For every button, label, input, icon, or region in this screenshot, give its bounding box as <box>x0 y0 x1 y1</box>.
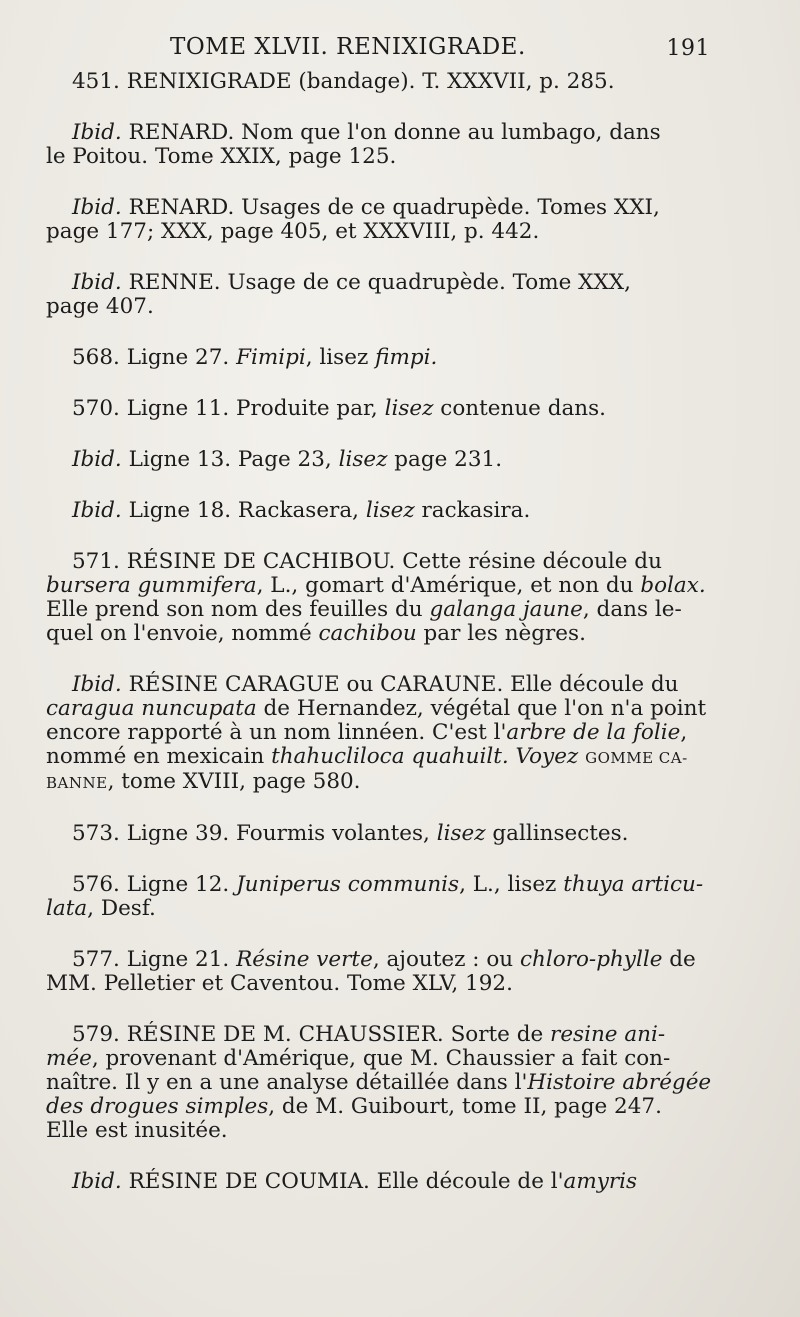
italic-text: lata <box>46 896 88 921</box>
italic-text: galanga jaune <box>429 597 583 622</box>
text-run: 577. Ligne 21. <box>72 947 237 972</box>
text-run: Ligne 13. Page 23, <box>121 447 339 472</box>
text-line <box>46 1071 712 1095</box>
text-line <box>46 1170 712 1194</box>
text-run: le Poitou. Tome XXIX, page 125. <box>46 144 397 169</box>
text-run: RENNE. Usage de ce quadrupède. Tome XXX, <box>121 270 631 295</box>
italic-text: cachibou <box>318 621 417 646</box>
italic-text: thuya articu- <box>563 872 704 897</box>
errata-entry <box>46 499 712 523</box>
italic-text: bolax. <box>640 573 706 598</box>
italic-text: Ibid. <box>72 120 122 145</box>
text-line <box>46 948 712 972</box>
text-line <box>46 972 712 996</box>
italic-text: Ibid. <box>72 195 122 220</box>
text-line <box>46 622 712 646</box>
text-line <box>46 721 712 745</box>
text-line <box>46 121 712 145</box>
text-run: , dans le- <box>582 597 682 622</box>
errata-entry <box>46 397 712 421</box>
errata-entry <box>46 196 712 244</box>
text-line <box>46 770 712 795</box>
italic-text: fimpi. <box>375 345 438 370</box>
italic-text: Juniperus communis <box>236 872 460 897</box>
text-run: encore rapporté à un nom linnéen. C'est l' <box>46 720 507 745</box>
text-run: contenue dans. <box>433 396 607 421</box>
page-number: 191 <box>666 36 710 61</box>
text-run: , tome XVIII, page 580. <box>107 769 361 794</box>
text-line <box>46 550 712 574</box>
text-run: , de M. Guibourt, tome II, page 247. <box>268 1094 662 1119</box>
header-title: TOME XLVII. RENIXIGRADE. <box>170 34 526 60</box>
errata-entry <box>46 448 712 472</box>
text-run: Elle est inusitée. <box>46 1118 228 1143</box>
text-run: , L., gomart d'Amérique, et non du <box>256 573 641 598</box>
errata-entry <box>46 673 712 795</box>
errata-text <box>46 70 712 1221</box>
errata-entry <box>46 822 712 846</box>
text-run: par les nègres. <box>416 621 586 646</box>
text-line <box>46 499 712 523</box>
text-line <box>46 448 712 472</box>
text-run: 451. RENIXIGRADE (bandage). T. XXXVII, p. 285. <box>72 69 615 94</box>
text-run: , lisez <box>305 345 376 370</box>
italic-text: arbre de la folie <box>506 720 681 745</box>
text-run: de Hernandez, végétal que l'on n'a point <box>256 696 707 721</box>
italic-text: lisez <box>436 821 486 846</box>
italic-text: thahucliloca quahuilt. Voyez <box>271 744 579 769</box>
errata-entry <box>46 550 712 646</box>
text-run: RÉSINE DE COUMIA. Elle découle de l' <box>121 1169 564 1194</box>
text-run: page 231. <box>387 447 503 472</box>
text-run: nommé en mexicain <box>46 744 272 769</box>
italic-text: Histoire abrégée <box>527 1070 712 1095</box>
text-line <box>46 873 712 897</box>
text-line <box>46 196 712 220</box>
italic-text: bursera gummifera <box>46 573 257 598</box>
text-line <box>46 220 712 244</box>
italic-text: resine ani- <box>550 1022 666 1047</box>
text-run: page 407. <box>46 294 154 319</box>
text-line <box>46 145 712 169</box>
italic-text: des drogues simples <box>46 1094 269 1119</box>
text-line <box>46 346 712 370</box>
italic-text: Ibid. <box>72 270 122 295</box>
text-run: rackasira. <box>414 498 531 523</box>
errata-entry <box>46 948 712 996</box>
text-run: RENARD. Nom que l'on donne au lumbago, dans <box>121 120 661 145</box>
text-run: , L., lisez <box>459 872 564 897</box>
text-line <box>46 574 712 598</box>
text-line <box>46 673 712 697</box>
text-run: 579. RÉSINE DE M. CHAUSSIER. Sorte de <box>72 1022 551 1047</box>
errata-entry <box>46 70 712 94</box>
italic-text: caragua nuncupata <box>46 696 257 721</box>
italic-text: chloro-phylle <box>520 947 663 972</box>
italic-text: lisez <box>384 396 434 421</box>
italic-text: Ibid. <box>72 1169 122 1194</box>
italic-text: lisez <box>338 447 388 472</box>
text-line <box>46 397 712 421</box>
italic-text: Fimipi <box>236 345 306 370</box>
text-line <box>46 598 712 622</box>
text-run: 568. Ligne 27. <box>72 345 237 370</box>
text-run: Ligne 18. Rackasera, <box>121 498 366 523</box>
text-run: GOMME CA- <box>585 749 688 767</box>
text-line <box>46 745 712 770</box>
italic-text: Ibid. <box>72 672 122 697</box>
text-line <box>46 70 712 94</box>
text-run: page 177; XXX, page 405, et XXXVIII, p. 442. <box>46 219 540 244</box>
text-run: , Desf. <box>87 896 156 921</box>
italic-text: mée <box>46 1046 92 1071</box>
italic-text: lisez <box>365 498 415 523</box>
errata-entry <box>46 271 712 319</box>
italic-text: Résine verte <box>236 947 373 972</box>
text-run: naître. Il y en a une analyse détaillée dans l' <box>46 1070 528 1095</box>
running-header <box>170 34 710 70</box>
text-line <box>46 1095 712 1119</box>
text-run: BANNE <box>46 774 108 792</box>
text-run: 570. Ligne 11. Produite par, <box>72 396 385 421</box>
text-run: 576. Ligne 12. <box>72 872 237 897</box>
errata-entry <box>46 1023 712 1143</box>
italic-text: Ibid. <box>72 498 122 523</box>
text-line <box>46 897 712 921</box>
errata-entry <box>46 1170 712 1194</box>
text-line <box>46 1023 712 1047</box>
text-line <box>46 697 712 721</box>
errata-entry <box>46 346 712 370</box>
text-run: quel on l'envoie, nommé <box>46 621 319 646</box>
errata-entry <box>46 873 712 921</box>
text-line <box>46 271 712 295</box>
text-run: , ajoutez : ou <box>372 947 520 972</box>
text-line <box>46 1119 712 1143</box>
text-run: 573. Ligne 39. Fourmis volantes, <box>72 821 437 846</box>
text-line <box>46 295 712 319</box>
text-line <box>46 1047 712 1071</box>
text-run: 571. RÉSINE DE CACHIBOU. Cette résine découle du <box>72 549 662 574</box>
text-run: Elle prend son nom des feuilles du <box>46 597 430 622</box>
italic-text: Ibid. <box>72 447 122 472</box>
text-run: , <box>680 720 688 745</box>
text-run: , provenant d'Amérique, que M. Chaussier a fait con- <box>91 1046 671 1071</box>
errata-entry <box>46 121 712 169</box>
italic-text: amyris <box>563 1169 638 1194</box>
text-run: MM. Pelletier et Caventou. Tome XLV, 192. <box>46 971 513 996</box>
text-run: RÉSINE CARAGUE ou CARAUNE. Elle découle du <box>121 672 679 697</box>
text-run: de <box>662 947 696 972</box>
text-run: RENARD. Usages de ce quadrupède. Tomes XXI, <box>121 195 660 220</box>
text-line <box>46 822 712 846</box>
text-run: gallinsectes. <box>485 821 629 846</box>
